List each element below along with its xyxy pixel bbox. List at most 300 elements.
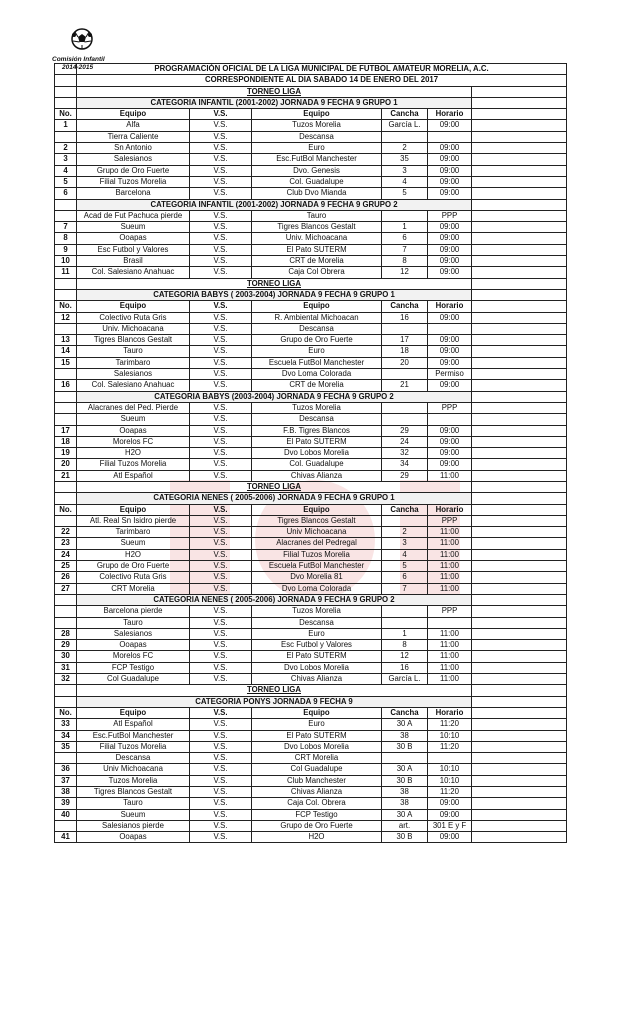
row-extra (472, 301, 567, 312)
match-row (55, 346, 567, 357)
versus: V.S. (190, 120, 252, 131)
row-extra (472, 109, 567, 120)
time: 09:00 (428, 798, 472, 809)
field (382, 402, 428, 413)
row-spacer (55, 278, 77, 289)
row-spacer (55, 696, 77, 707)
match-number (55, 617, 77, 628)
row-extra (472, 662, 567, 673)
row-spacer (55, 594, 77, 605)
row-extra (472, 357, 567, 368)
match-number (55, 131, 77, 142)
match-row (55, 414, 567, 425)
versus: V.S. (190, 131, 252, 142)
subtitle-spacer (55, 75, 77, 86)
time: 09:00 (428, 222, 472, 233)
document-title: PROGRAMACIÓN OFICIAL DE LA LIGA MUNICIPAL DE FUTBOL AMATEUR MORELIA, A.C. (77, 64, 567, 75)
versus: V.S. (190, 674, 252, 685)
row-extra (472, 594, 567, 605)
header-equipo-local: Equipo (77, 707, 190, 718)
match-row (55, 561, 567, 572)
match-number: 5 (55, 176, 77, 187)
header-equipo-visitante: Equipo (252, 707, 382, 718)
column-header-row (55, 109, 567, 120)
category-heading-row (55, 594, 567, 605)
row-extra (472, 753, 567, 764)
match-number: 24 (55, 549, 77, 560)
team-away: CRT de Morelia (252, 256, 382, 267)
match-row (55, 233, 567, 244)
team-home: Salesianos (77, 369, 190, 380)
team-away: Dvo Lobos Morelia (252, 662, 382, 673)
field: 29 (382, 470, 428, 481)
logo-line-2: 2014-2015 (62, 63, 94, 71)
category-heading: CATEGORIA PONYS JORNADA 9 FECHA 9 (77, 696, 472, 707)
match-number: 26 (55, 572, 77, 583)
team-away: Esc Futbol y Valores (252, 640, 382, 651)
header-horario: Horario (428, 707, 472, 718)
team-home: Esc.FutBol Manchester (77, 730, 190, 741)
versus: V.S. (190, 617, 252, 628)
team-home: Atl Español (77, 470, 190, 481)
category-heading-row (55, 97, 567, 108)
team-away: Dvo Lobos Morelia (252, 741, 382, 752)
row-extra (472, 414, 567, 425)
team-home: CRT Morelia (77, 583, 190, 594)
row-extra (472, 674, 567, 685)
team-home: Barcelona (77, 188, 190, 199)
team-home: Univ. Michoacana (77, 323, 190, 334)
field: 24 (382, 436, 428, 447)
match-row (55, 188, 567, 199)
team-home: Barcelona pierde (77, 606, 190, 617)
versus: V.S. (190, 820, 252, 831)
team-home: Tierra Caliente (77, 131, 190, 142)
header-equipo-visitante: Equipo (252, 504, 382, 515)
match-row (55, 402, 567, 413)
team-away: Filial Tuzos Morelia (252, 549, 382, 560)
team-away: Grupo de Oro Fuerte (252, 820, 382, 831)
match-number: 12 (55, 312, 77, 323)
match-number (55, 210, 77, 221)
team-home: Atl. Real Sn Isidro pierde (77, 515, 190, 526)
row-extra (472, 335, 567, 346)
row-extra (472, 131, 567, 142)
row-extra (472, 561, 567, 572)
tournament-heading-row (55, 481, 567, 492)
versus: V.S. (190, 470, 252, 481)
match-number (55, 606, 77, 617)
team-away: Tuzos Morelia (252, 402, 382, 413)
versus: V.S. (190, 267, 252, 278)
team-home: Sueum (77, 538, 190, 549)
team-home: Filial Tuzos Morelia (77, 459, 190, 470)
time: 11:00 (428, 651, 472, 662)
match-number: 40 (55, 809, 77, 820)
header-equipo-local: Equipo (77, 504, 190, 515)
time: 11:00 (428, 538, 472, 549)
versus: V.S. (190, 561, 252, 572)
team-away: Col. Guadalupe (252, 459, 382, 470)
match-row (55, 651, 567, 662)
row-extra (472, 481, 567, 492)
match-number: 31 (55, 662, 77, 673)
versus: V.S. (190, 244, 252, 255)
time (428, 323, 472, 334)
field: García L. (382, 674, 428, 685)
versus: V.S. (190, 538, 252, 549)
team-away: CRT Morelia (252, 753, 382, 764)
column-header-row (55, 707, 567, 718)
match-row (55, 165, 567, 176)
team-away: Tigres Blancos Gestalt (252, 222, 382, 233)
team-home: Tauro (77, 798, 190, 809)
team-home: Tigres Blancos Gestalt (77, 787, 190, 798)
team-home: Ooapas (77, 233, 190, 244)
team-away: Club Manchester (252, 775, 382, 786)
row-extra (472, 176, 567, 187)
header-vs: V.S. (190, 109, 252, 120)
field: 12 (382, 651, 428, 662)
match-row (55, 753, 567, 764)
time: 09:00 (428, 335, 472, 346)
tournament-heading: TORNEO LIGA (77, 481, 472, 492)
row-spacer (55, 391, 77, 402)
match-row (55, 515, 567, 526)
category-heading: CATEGORIA NENES ( 2005-2006) JORNADA 9 FECHA 9 GRUPO 1 (77, 493, 472, 504)
match-number: 4 (55, 165, 77, 176)
header-vs: V.S. (190, 504, 252, 515)
versus: V.S. (190, 312, 252, 323)
row-extra (472, 787, 567, 798)
versus: V.S. (190, 256, 252, 267)
versus: V.S. (190, 628, 252, 639)
match-number: 3 (55, 154, 77, 165)
time: 10:10 (428, 775, 472, 786)
team-away: Descansa (252, 414, 382, 425)
match-row (55, 323, 567, 334)
field: 21 (382, 380, 428, 391)
time: 09:00 (428, 256, 472, 267)
field: 8 (382, 640, 428, 651)
team-away: Alacranes del Pedregal (252, 538, 382, 549)
match-row (55, 606, 567, 617)
field: 17 (382, 335, 428, 346)
row-extra (472, 741, 567, 752)
versus: V.S. (190, 662, 252, 673)
time: PPP (428, 606, 472, 617)
match-number: 13 (55, 335, 77, 346)
row-extra (472, 346, 567, 357)
team-away: Caja Col. Obrera (252, 798, 382, 809)
team-home: Colectivo Ruta Gris (77, 312, 190, 323)
match-row (55, 764, 567, 775)
versus: V.S. (190, 459, 252, 470)
time: 11:00 (428, 572, 472, 583)
match-row (55, 662, 567, 673)
row-extra (472, 606, 567, 617)
row-extra (472, 369, 567, 380)
versus: V.S. (190, 369, 252, 380)
field (382, 323, 428, 334)
row-extra (472, 809, 567, 820)
time: 11:20 (428, 719, 472, 730)
match-row (55, 572, 567, 583)
match-row (55, 357, 567, 368)
versus: V.S. (190, 380, 252, 391)
field: 35 (382, 154, 428, 165)
logo-line-1: Comisión Infantil (52, 56, 105, 63)
team-away: Escuela FutBol Manchester (252, 561, 382, 572)
header-horario: Horario (428, 109, 472, 120)
match-number (55, 515, 77, 526)
team-home: Grupo de Oro Fuerte (77, 561, 190, 572)
row-extra (472, 425, 567, 436)
match-row (55, 674, 567, 685)
team-away: Caja Col Obrera (252, 267, 382, 278)
time: 11:00 (428, 527, 472, 538)
match-row (55, 617, 567, 628)
match-number: 9 (55, 244, 77, 255)
match-number: 36 (55, 764, 77, 775)
time: 11:00 (428, 662, 472, 673)
match-number: 1 (55, 120, 77, 131)
match-row (55, 832, 567, 843)
match-number: 17 (55, 425, 77, 436)
team-home: H2O (77, 549, 190, 560)
match-row (55, 380, 567, 391)
versus: V.S. (190, 165, 252, 176)
team-away: Tigres Blancos Gestalt (252, 515, 382, 526)
versus: V.S. (190, 233, 252, 244)
versus: V.S. (190, 515, 252, 526)
category-heading-row (55, 493, 567, 504)
time (428, 131, 472, 142)
team-home: Sn Antonio (77, 143, 190, 154)
match-number: 6 (55, 188, 77, 199)
match-row (55, 176, 567, 187)
header-no: No. (55, 301, 77, 312)
field: 38 (382, 787, 428, 798)
versus: V.S. (190, 832, 252, 843)
header-equipo-visitante: Equipo (252, 301, 382, 312)
header-equipo-local: Equipo (77, 109, 190, 120)
match-number: 8 (55, 233, 77, 244)
field: 34 (382, 459, 428, 470)
field (382, 414, 428, 425)
time: 09:00 (428, 436, 472, 447)
team-home: Salesianos pierde (77, 820, 190, 831)
field (382, 131, 428, 142)
category-heading-row (55, 391, 567, 402)
row-extra (472, 289, 567, 300)
match-row (55, 527, 567, 538)
match-number: 16 (55, 380, 77, 391)
versus: V.S. (190, 425, 252, 436)
team-home: Tuzos Morelia (77, 775, 190, 786)
team-home: Acad de Fut Pachuca pierde (77, 210, 190, 221)
time: 09:00 (428, 188, 472, 199)
time: 09:00 (428, 143, 472, 154)
row-extra (472, 515, 567, 526)
versus: V.S. (190, 154, 252, 165)
match-number: 10 (55, 256, 77, 267)
versus: V.S. (190, 346, 252, 357)
team-away: El Pato SUTERM (252, 244, 382, 255)
row-extra (472, 707, 567, 718)
schedule-body (55, 64, 567, 843)
column-header-row (55, 301, 567, 312)
versus: V.S. (190, 176, 252, 187)
versus: V.S. (190, 323, 252, 334)
time: 301 E y F (428, 820, 472, 831)
schedule-table (54, 63, 567, 843)
match-row (55, 809, 567, 820)
field: 30 B (382, 832, 428, 843)
team-away: Euro (252, 346, 382, 357)
row-spacer (55, 493, 77, 504)
row-extra (472, 188, 567, 199)
team-away: Dvo Lobos Morelia (252, 448, 382, 459)
field: 20 (382, 357, 428, 368)
row-extra (472, 402, 567, 413)
header-cancha: Cancha (382, 504, 428, 515)
match-row (55, 210, 567, 221)
team-away: Col Guadalupe (252, 764, 382, 775)
match-row (55, 312, 567, 323)
tournament-heading: TORNEO LIGA (77, 278, 472, 289)
row-extra (472, 696, 567, 707)
time: 09:00 (428, 357, 472, 368)
row-extra (472, 436, 567, 447)
match-row (55, 820, 567, 831)
team-home: Morelos FC (77, 651, 190, 662)
team-home: Filial Tuzos Morelia (77, 741, 190, 752)
match-number: 11 (55, 267, 77, 278)
row-extra (472, 527, 567, 538)
row-extra (472, 651, 567, 662)
title-spacer (55, 64, 77, 75)
field: art. (382, 820, 428, 831)
header-horario: Horario (428, 504, 472, 515)
category-heading: CATEGORIA BABYS ( 2003-2004) JORNADA 9 FECHA 9 GRUPO 1 (77, 289, 472, 300)
versus: V.S. (190, 583, 252, 594)
header-cancha: Cancha (382, 301, 428, 312)
field (382, 606, 428, 617)
team-away: R. Ambiental Michoacan (252, 312, 382, 323)
match-row (55, 267, 567, 278)
tournament-heading-row (55, 86, 567, 97)
time: PPP (428, 402, 472, 413)
time: 09:00 (428, 120, 472, 131)
match-row (55, 538, 567, 549)
field: 1 (382, 628, 428, 639)
field: 2 (382, 143, 428, 154)
document-subtitle: CORRESPONDIENTE AL DIA SABADO 14 DE ENERO DEL 2017 (77, 75, 567, 86)
team-home: Tarimbaro (77, 527, 190, 538)
match-number: 41 (55, 832, 77, 843)
header-vs: V.S. (190, 301, 252, 312)
row-extra (472, 278, 567, 289)
row-extra (472, 323, 567, 334)
match-number: 23 (55, 538, 77, 549)
time (428, 617, 472, 628)
header-cancha: Cancha (382, 109, 428, 120)
match-number: 33 (55, 719, 77, 730)
field (382, 210, 428, 221)
match-number (55, 820, 77, 831)
field: 30 A (382, 719, 428, 730)
match-row (55, 741, 567, 752)
match-number: 35 (55, 741, 77, 752)
column-header-row (55, 504, 567, 515)
team-away: FCP Testigo (252, 809, 382, 820)
versus: V.S. (190, 640, 252, 651)
field: 30 A (382, 764, 428, 775)
row-extra (472, 448, 567, 459)
team-away: Chivas Alianza (252, 470, 382, 481)
versus: V.S. (190, 606, 252, 617)
time: 11:00 (428, 549, 472, 560)
team-away: CRT de Morelia (252, 380, 382, 391)
time: 09:00 (428, 176, 472, 187)
row-extra (472, 256, 567, 267)
match-row (55, 719, 567, 730)
row-extra (472, 312, 567, 323)
time: 09:00 (428, 459, 472, 470)
row-extra (472, 97, 567, 108)
match-number: 19 (55, 448, 77, 459)
field: 16 (382, 662, 428, 673)
field: 8 (382, 256, 428, 267)
team-away: Tauro (252, 210, 382, 221)
time: 11:20 (428, 741, 472, 752)
match-number: 7 (55, 222, 77, 233)
row-extra (472, 470, 567, 481)
team-away: Univ Michoacana (252, 527, 382, 538)
time: 09:00 (428, 233, 472, 244)
field: 12 (382, 267, 428, 278)
versus: V.S. (190, 764, 252, 775)
versus: V.S. (190, 809, 252, 820)
team-home: Brasil (77, 256, 190, 267)
row-extra (472, 820, 567, 831)
row-extra (472, 222, 567, 233)
time: 09:00 (428, 832, 472, 843)
row-extra (472, 730, 567, 741)
field: 5 (382, 188, 428, 199)
match-row (55, 628, 567, 639)
row-extra (472, 233, 567, 244)
team-away: Euro (252, 719, 382, 730)
field: 29 (382, 425, 428, 436)
versus: V.S. (190, 188, 252, 199)
row-extra (472, 154, 567, 165)
tournament-heading-row (55, 278, 567, 289)
row-extra (472, 244, 567, 255)
field (382, 753, 428, 764)
team-away: Col. Guadalupe (252, 176, 382, 187)
time: 09:00 (428, 346, 472, 357)
row-extra (472, 617, 567, 628)
field: García L. (382, 120, 428, 131)
match-number (55, 753, 77, 764)
match-number: 28 (55, 628, 77, 639)
team-away: Esc.FutBol Manchester (252, 154, 382, 165)
match-row (55, 470, 567, 481)
versus: V.S. (190, 719, 252, 730)
team-home: Tarimbaro (77, 357, 190, 368)
